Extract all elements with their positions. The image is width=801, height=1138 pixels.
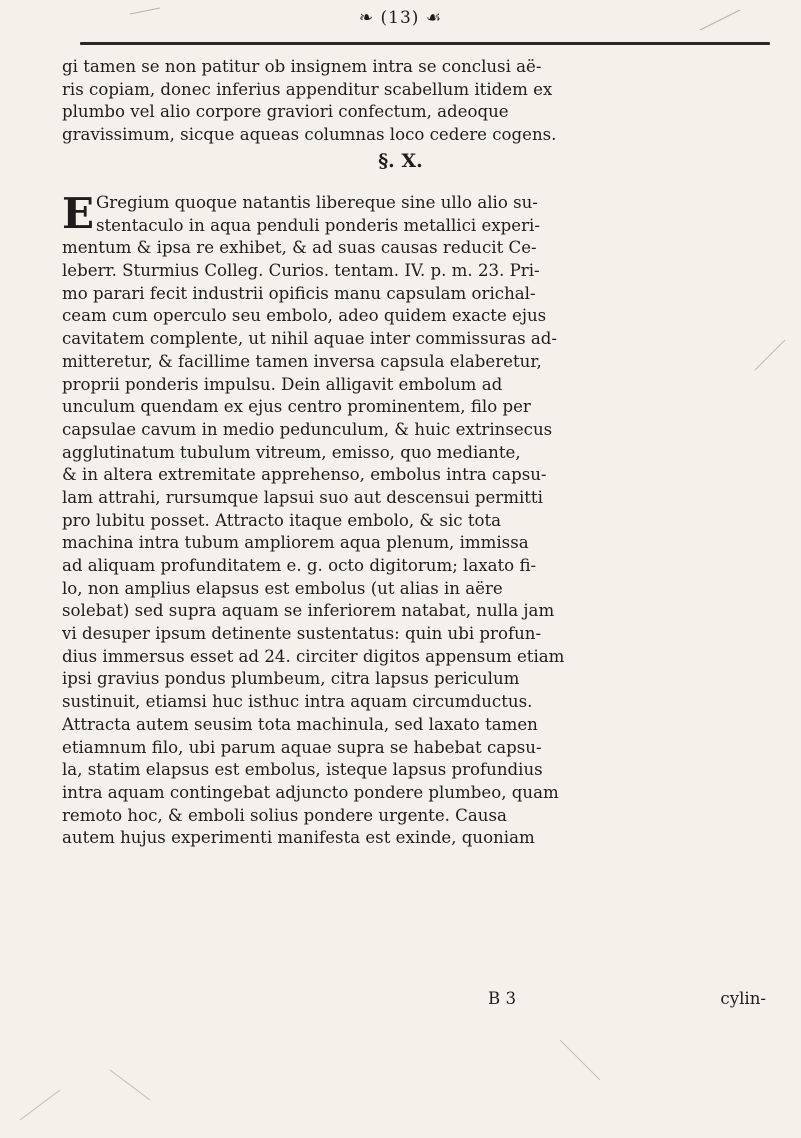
paragraph-2 (62, 189, 770, 850)
text-line: lam attrahi, rursumque lapsui suo aut descensui permitti (62, 487, 543, 507)
header-rule (80, 42, 770, 45)
text-line: stentaculo in aqua penduli ponderis metallici experi- (96, 215, 540, 235)
text-line: dius immersus esset ad 24. circiter digitos appensum etiam (62, 646, 565, 666)
text-line: etiamnum filo, ubi parum aquae supra se habebat capsu- (62, 737, 542, 757)
page-header (0, 8, 801, 28)
ornament-left-icon: ❧ (358, 8, 381, 28)
drop-initial: E (62, 189, 95, 238)
text-line: proprii ponderis impulsu. Dein alligavit embolum ad (62, 374, 503, 394)
text-line: capsulae cavum in medio pedunculum, & huic extrinsecus (62, 419, 553, 439)
ornament-right-icon: ☙ (425, 8, 443, 28)
page-footer (62, 989, 770, 1013)
text-line: mitteretur, & facillime tamen inversa capsula elaberetur, (62, 351, 542, 371)
text-line: la, statim elapsus est embolus, isteque lapsus profundius (62, 760, 543, 780)
text-line: ipsi gravius pondus plumbeum, citra lapsus periculum (62, 669, 520, 689)
text-line: gravissimum, sicque aqueas columnas loco cedere cogens. (62, 125, 557, 145)
text-line: cavitatem complente, ut nihil aquae inter commissuras ad- (62, 329, 558, 349)
text-line: ris copiam, donec inferius appenditur scabellum itidem ex (62, 79, 553, 99)
text-line: autem hujus experimenti manifesta est exinde, quoniam (62, 828, 535, 848)
text-line: mo parari fecit industrii opificis manu capsulam orichal- (62, 283, 536, 303)
text-line: solebat) sed supra aquam se inferiorem natabat, nulla jam (62, 601, 555, 621)
section-heading: §. X. (378, 150, 423, 172)
paragraph-1 (62, 56, 770, 147)
text-line: machina intra tubum ampliorem aqua plenum, immissa (62, 533, 529, 553)
text-line: unculum quendam ex ejus centro prominentem, filo per (62, 397, 531, 417)
text-line: mentum & ipsa re exhibet, & ad suas causas reducit Ce- (62, 238, 537, 258)
catchword: cylin- (720, 989, 766, 1008)
text-line: pro lubitu posset. Attracto itaque embolo, & sic tota (62, 510, 502, 530)
text-line: intra aquam contingebat adjuncto pondere plumbeo, quam (62, 782, 559, 802)
text-line: & in altera extremitate apprehenso, embolus intra capsu- (62, 465, 547, 485)
text-line: Attracta autem seusim tota machinula, sed laxato tamen (62, 714, 538, 734)
text-line: ceam cum operculo seu embolo, adeo quidem exacte ejus (62, 306, 547, 326)
text-line: plumbo vel alio corpore graviori confectum, adeoque (62, 102, 509, 122)
text-line: ad aliquam profunditatem e. g. octo digitorum; laxato fi- (62, 556, 537, 575)
text-line: remoto hoc, & emboli solius pondere urgente. Causa (62, 805, 507, 825)
signature-mark: B 3 (488, 989, 517, 1008)
text-line: Gregium quoque natantis libereque sine ullo alio su- (96, 193, 538, 212)
text-line: agglutinatum tubulum vitreum, emisso, quo mediante, (62, 442, 521, 462)
text-line: gi tamen se non patitur ob insignem intra se conclusi aë- (62, 57, 542, 76)
text-line: lo, non amplius elapsus est embolus (ut alias in aëre (62, 578, 503, 598)
page-number: (13) (380, 8, 420, 28)
text-line: vi desuper ipsum detinente sustentatus: quin ubi profun- (62, 624, 542, 644)
text-line: leberr. Sturmius Colleg. Curios. tentam. IV. p. m. 23. Pri- (62, 261, 540, 281)
text-line: sustinuit, etiamsi huc isthuc intra aquam circumductus. (62, 692, 533, 712)
